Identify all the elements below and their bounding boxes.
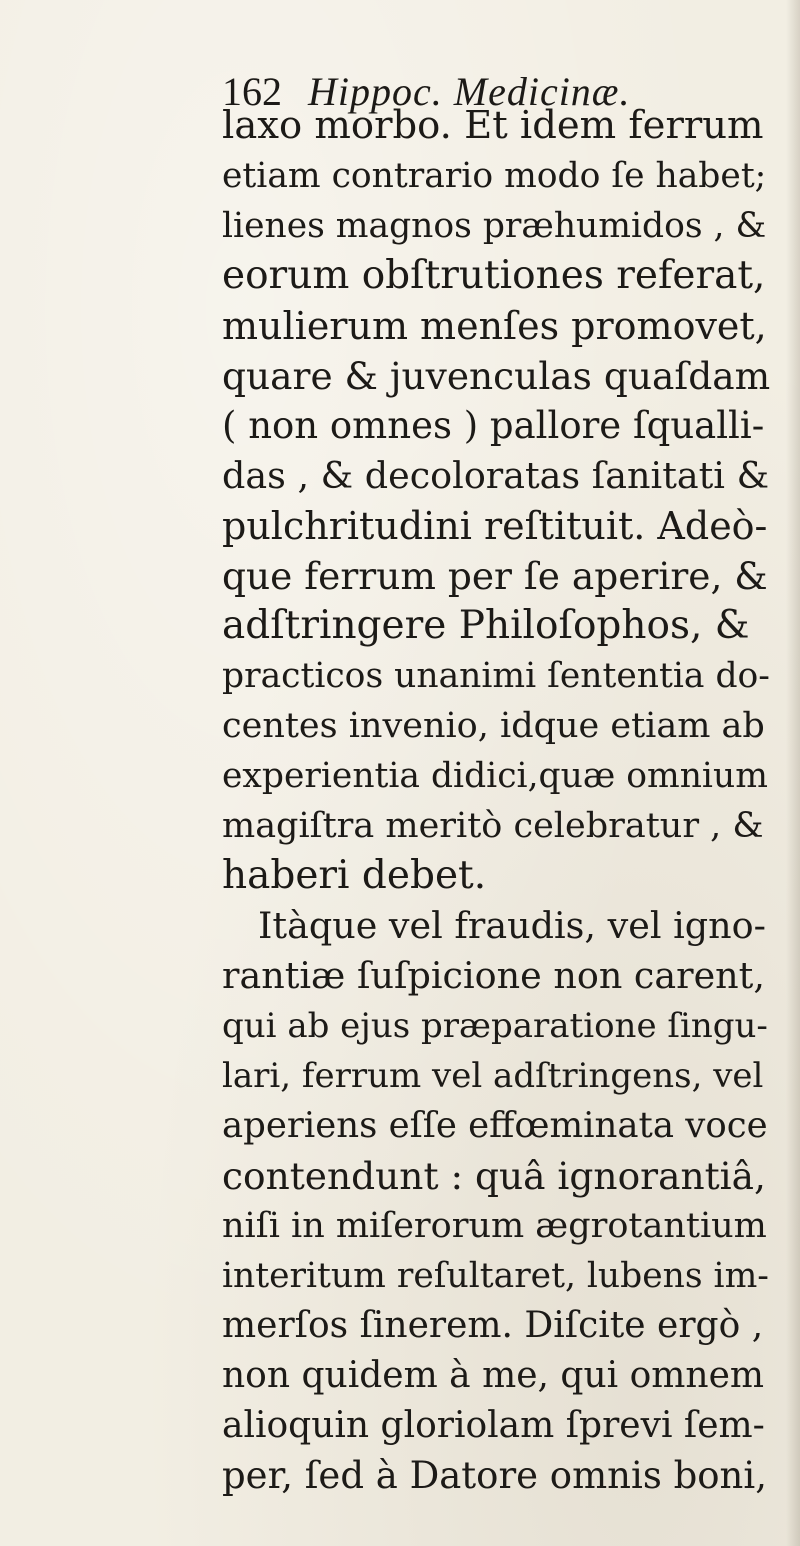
text-line: Itàque vel fraudis, vel igno- [258,904,766,947]
text-line: interitum reſultaret, lubens im- [222,1256,769,1296]
page-number: 162 [222,69,282,114]
text-line: eorum obſtrutiones referat, [222,253,766,298]
text-line: contendunt : quâ ignorantiâ, [222,1154,766,1198]
text-line: lienes magnos præhumidos , & [222,206,767,246]
text-line: pulchritudini reſtituit. Adeò- [222,504,768,548]
text-line: merſos ſinerem. Diſcite ergò , [222,1305,764,1346]
text-line: rantiæ ſuſpicione non carent, [222,954,765,997]
text-line: qui ab ejus præparatione ſingu- [222,1006,768,1046]
text-line: haberi debet. [222,853,487,898]
text-line: alioquin gloriolam ſprevi ſem- [222,1405,765,1446]
text-line: mulierum menſes promovet, [222,304,767,348]
text-line: niſi in miſerorum ægrotantium [222,1206,767,1246]
text-line: experientia didici,quæ omnium [222,756,768,796]
text-line: laxo morbo. Et idem ferrum [222,103,764,148]
text-line: non quidem à me, qui omnem [222,1355,765,1396]
text-line: das , & decoloratas ſanitati & [222,454,770,497]
text-line: ( non omnes ) pallore ſqualli- [222,404,765,447]
text-line: que ferrum per ſe aperire, & [222,554,768,598]
text-line: etiam contrario modo ſe habet; [222,156,767,196]
text-line: adſtringere Philoſophos, & [222,603,750,648]
text-line: lari, ferrum vel adſtringens, vel [222,1056,764,1096]
text-line: centes invenio, idque etiam ab [222,706,765,746]
text-line: magiſtra meritò celebratur , & [222,806,764,846]
text-line: aperiens eſſe effœminata voce [222,1105,768,1146]
running-title: Hippoc. Medicinæ. [308,69,631,114]
text-line: practicos unanimi ſententia do- [222,656,770,696]
text-line: quare & juvenculas quaſdam [222,354,771,398]
text-line: per, ſed à Datore omnis boni, [222,1454,767,1497]
